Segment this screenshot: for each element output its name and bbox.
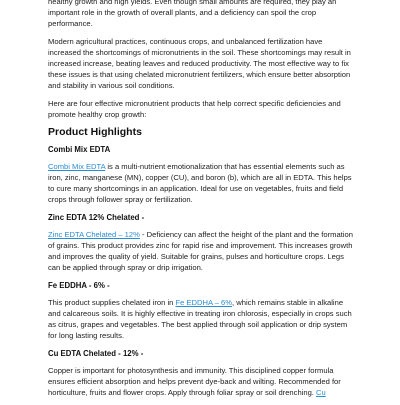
product-title-cu-edta: Cu EDTA Chelated - 12% - (48, 349, 144, 358)
fe-eddha-text-before: This product supplies chelated iron in (48, 298, 176, 307)
zinc-text: - Deficiency can affect the height of the plant and the formation of grains. This product provides zinc for rapid rise and improvement. This increases growth and improves the quality of yield. Suitable for grains, pulses and horticulture crops. Legs can be applied through spray or drip irrigation. (48, 230, 353, 272)
product-description-cu-edta (48, 365, 354, 398)
product-title-zinc: Zinc EDTA 12% Chelated - (48, 213, 145, 222)
product-description-combi-mix (48, 161, 354, 205)
intro-paragraph-2: Modern agricultural practices, continuous crops, and unbalanced fertilization have increased the shortcomings of micronutrients in the soil. These shortcomings may result in increased increase, beating leaves and reduced productivity. The most effective way to fix these issues is that using chelated micronutrient fertilizers, which ensure better absorption and stability in various soil conditions. (48, 37, 351, 90)
product-description-zinc (48, 229, 354, 273)
product-title-fe-eddha: Fe EDDHA - 6% - (48, 281, 110, 290)
intro-paragraph-1: healthy growth and high yields. Even though small amounts are required, they play an important role in the growth of overall plants, and a deficiency can spoil the crop performance. (48, 0, 337, 28)
fe-eddha-text: , which remains stable in alkaline and calcareous soils. It is highly effective in treating iron chlorosis, especially in crops such as citrus, grapes and vegetables. The best applied through soil application or drip system for long lasting results. (48, 298, 352, 340)
combi-mix-edta-link[interactable]: Combi Mix EDTA (48, 162, 106, 171)
combi-mix-text: is a multi-nutrient emotionalization that has essential elements such as iron, zinc, manganese (MN), copper (CU), and boron (b), which are all in EDTA. This helps to cure many shortcomings in an application. Ideal for use on vegetables, fruits and field crops through follower spray or fertilization. (48, 162, 352, 204)
cu-edta-link[interactable]: Cu (316, 388, 326, 397)
product-description-fe-eddha (48, 297, 354, 341)
section-title: Product Highlights (48, 126, 142, 138)
article-body (48, 0, 354, 405)
intro-paragraph-3: Here are four effective micronutrient products that help correct specific deficiencies and promote healthy crop growth: (48, 99, 341, 119)
zinc-edta-link[interactable]: Zinc EDTA Chelated – 12% (48, 230, 140, 239)
fe-eddha-link[interactable]: Fe EDDHA – 6% (175, 298, 233, 307)
product-title-combi-mix: Combi Mix EDTA (48, 145, 111, 154)
cu-edta-text: Copper is important for photosynthesis and immunity. This disciplined copper formula ensures efficient absorption and helps prevent dye-back and wilting. Recommended for horticulture, fruits and flower crops. Apply through foliar spray or soil drenching. (48, 366, 341, 397)
